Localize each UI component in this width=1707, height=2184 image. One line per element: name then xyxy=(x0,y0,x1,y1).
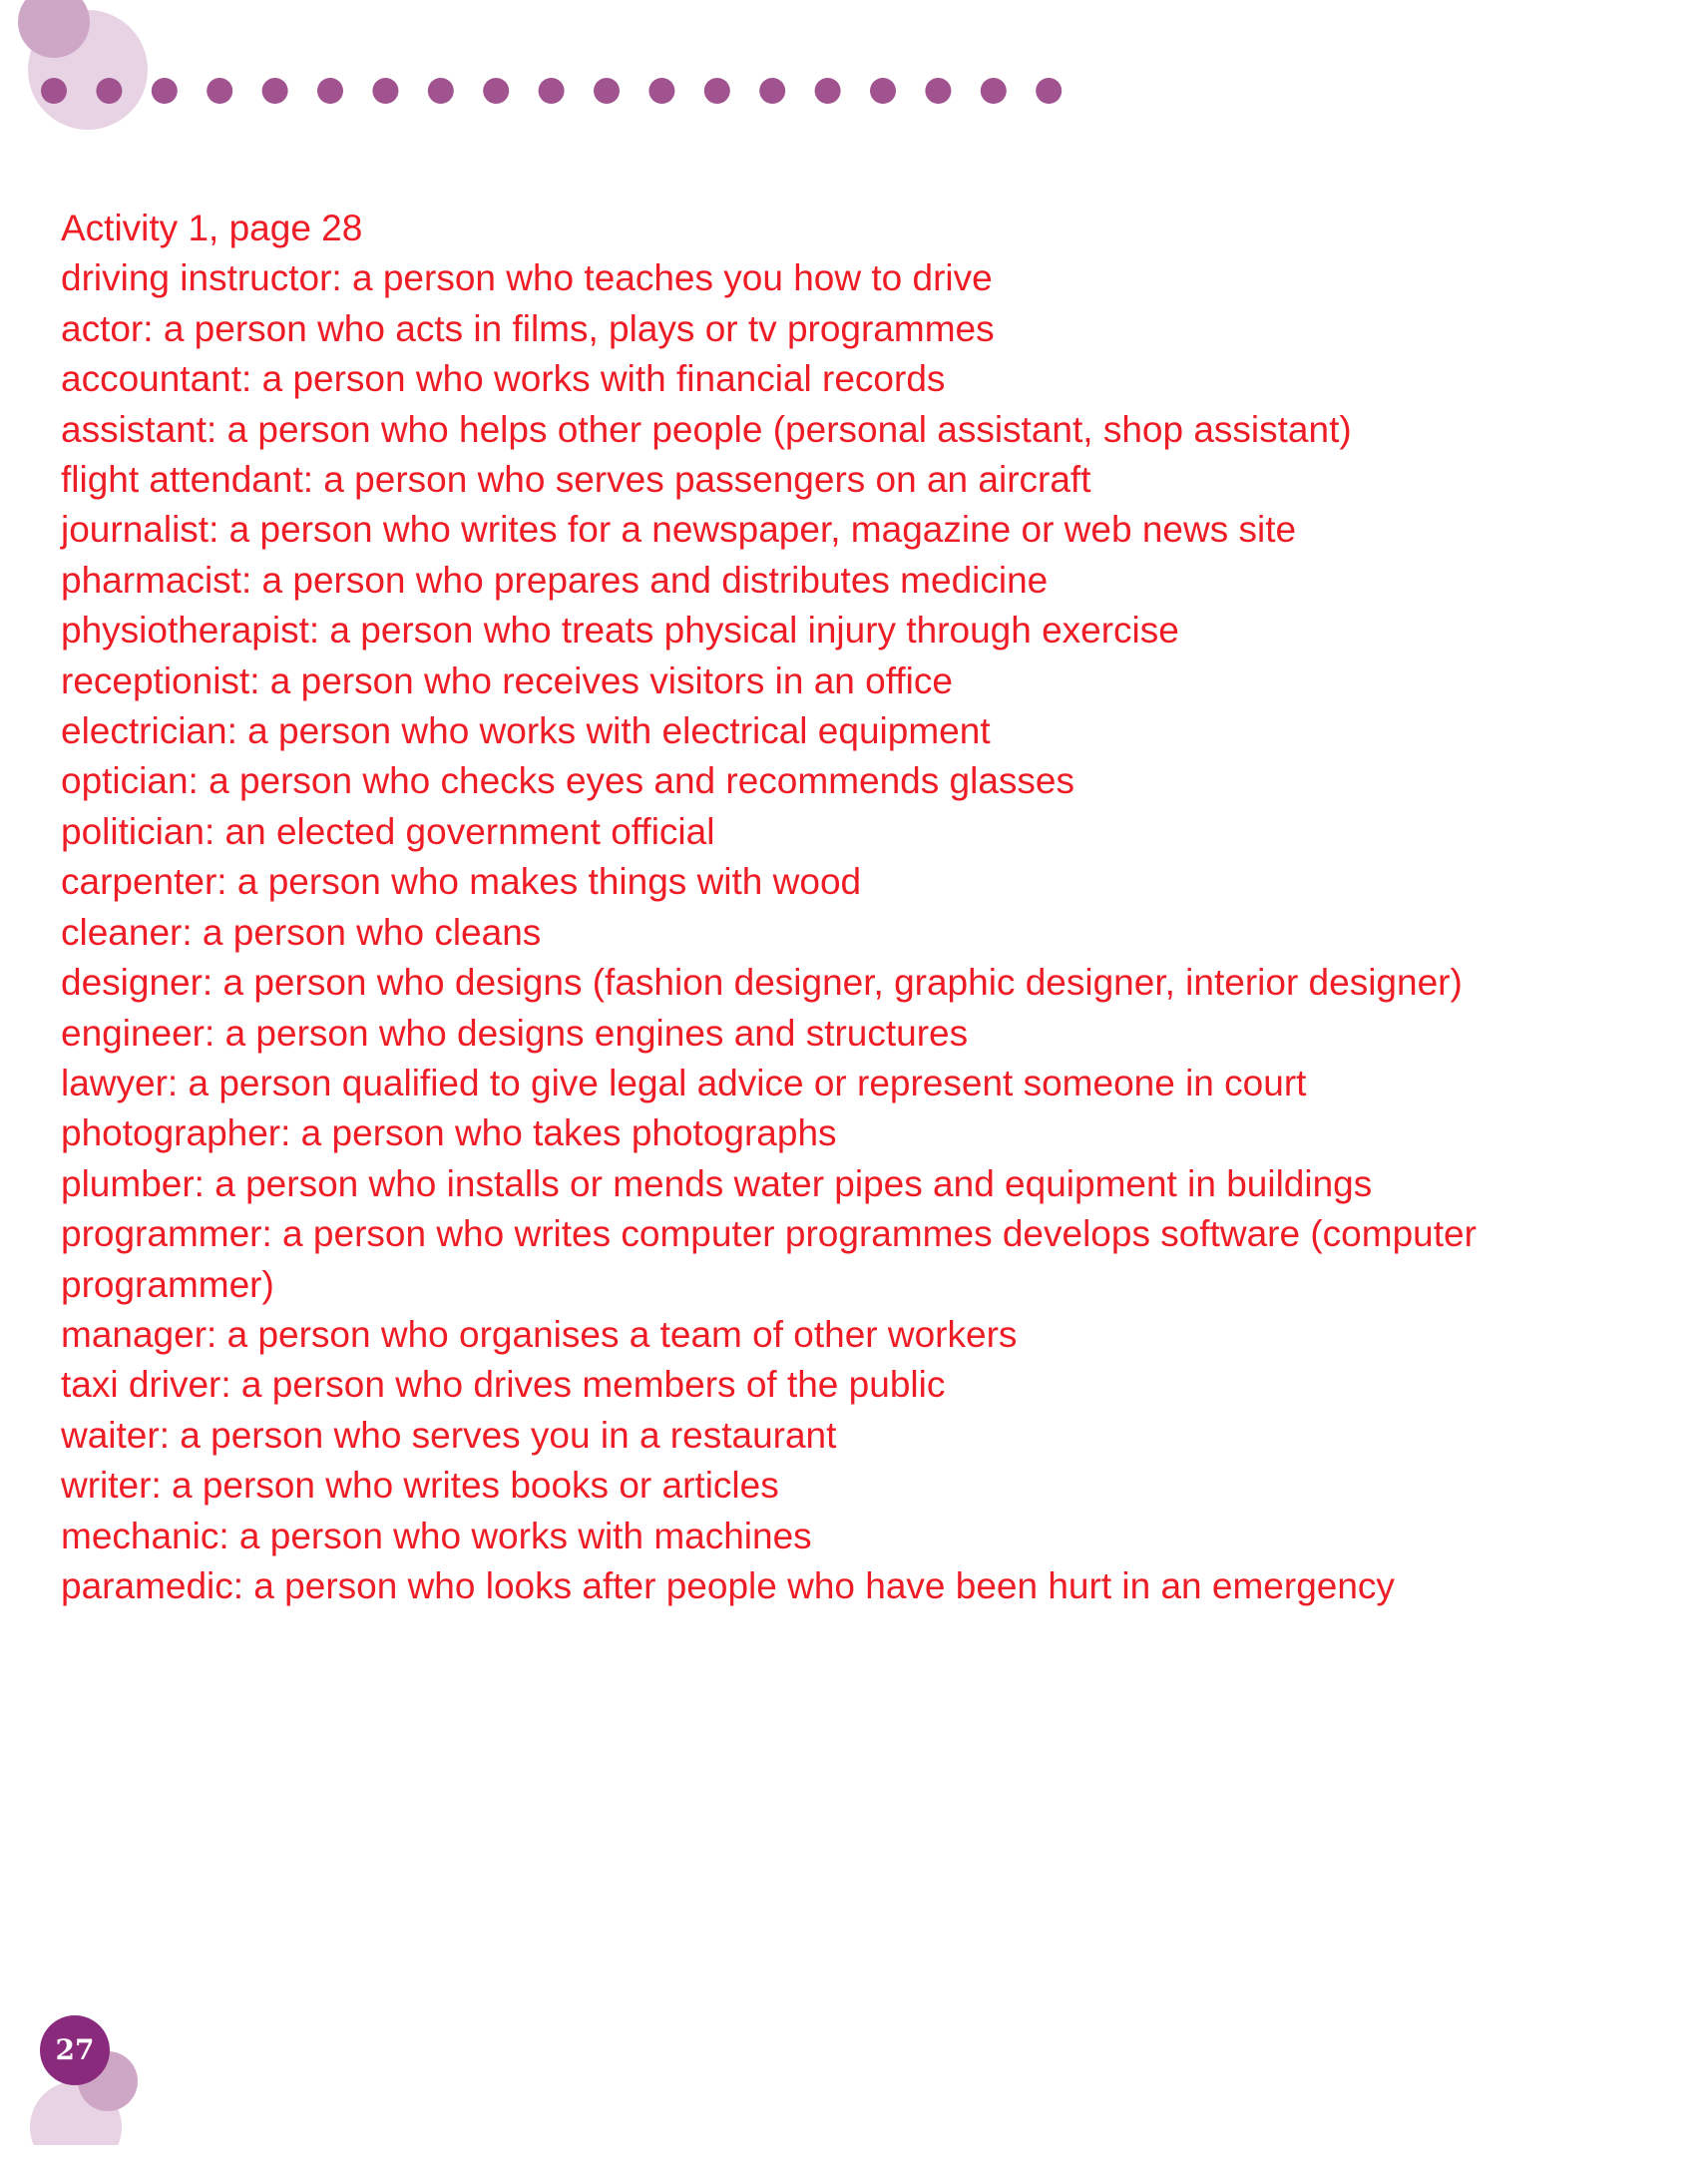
header-dot xyxy=(648,78,674,104)
definition-line: flight attendant: a person who serves passengers on an aircraft xyxy=(61,459,1091,501)
header-dot xyxy=(704,78,730,104)
header-dot-decoration xyxy=(0,0,1077,150)
header-dot xyxy=(41,78,67,104)
header-dot xyxy=(925,78,951,104)
definition-line: paramedic: a person who looks after people who have been hurt in an emergency xyxy=(61,1564,1395,1606)
definition-line: carpenter: a person who makes things with wood xyxy=(61,861,862,903)
header-dot xyxy=(428,78,454,104)
definition-line: plumber: a person who installs or mends water pipes and equipment in buildings xyxy=(61,1162,1373,1204)
definition-line: physiotherapist: a person who treats physical injury through exercise xyxy=(61,610,1179,652)
definition-line: writer: a person who writes books or articles xyxy=(61,1465,779,1507)
definition-line: lawyer: a person qualified to give legal advice or represent someone in court xyxy=(61,1062,1307,1103)
header-dot xyxy=(539,78,565,104)
header-dot xyxy=(207,78,232,104)
header-dot xyxy=(483,78,509,104)
header-dot xyxy=(372,78,398,104)
definition-line: photographer: a person who takes photographs xyxy=(61,1112,837,1154)
activity-answer-text xyxy=(61,204,1637,1611)
definition-line: waiter: a person who serves you in a restaurant xyxy=(61,1414,837,1456)
definition-line: receptionist: a person who receives visitors in an office xyxy=(61,659,953,701)
definition-line: actor: a person who acts in films, plays or tv programmes xyxy=(61,307,995,349)
definition-line: driving instructor: a person who teaches you how to drive xyxy=(61,257,993,299)
activity-heading: Activity 1, page 28 xyxy=(61,208,363,248)
header-dot xyxy=(317,78,343,104)
header-dot xyxy=(96,78,122,104)
header-dot xyxy=(981,78,1007,104)
definition-line: pharmacist: a person who prepares and distributes medicine xyxy=(61,559,1049,601)
definition-line: programmer: a person who writes computer programmes develops software (computer programmer) xyxy=(61,1213,1477,1305)
definition-line: accountant: a person who works with financial records xyxy=(61,358,946,400)
definition-line: journalist: a person who writes for a newspaper, magazine or web news site xyxy=(61,509,1297,551)
header-dot xyxy=(594,78,620,104)
page-number: 27 xyxy=(55,2033,95,2066)
definition-line: engineer: a person who designs engines and structures xyxy=(61,1012,969,1054)
definition-line: manager: a person who organises a team of other workers xyxy=(61,1313,1018,1355)
definition-line: taxi driver: a person who drives members of the public xyxy=(61,1364,946,1406)
definition-line: politician: an elected government official xyxy=(61,810,715,852)
definition-line: optician: a person who checks eyes and recommends glasses xyxy=(61,760,1074,802)
header-dot xyxy=(262,78,288,104)
header-dot xyxy=(759,78,785,104)
definition-line: assistant: a person who helps other people (personal assistant, shop assistant) xyxy=(61,408,1352,450)
header-dot xyxy=(152,78,178,104)
definition-line: electrician: a person who works with electrical equipment xyxy=(61,710,991,752)
header-dot-row xyxy=(41,78,1062,104)
definition-line: mechanic: a person who works with machines xyxy=(61,1515,812,1556)
definition-line: designer: a person who designs (fashion designer, graphic designer, interior designer) xyxy=(61,962,1463,1004)
definition-line: cleaner: a person who cleans xyxy=(61,911,542,953)
header-dot xyxy=(815,78,841,104)
header-dot xyxy=(870,78,896,104)
header-dot xyxy=(1036,78,1062,104)
